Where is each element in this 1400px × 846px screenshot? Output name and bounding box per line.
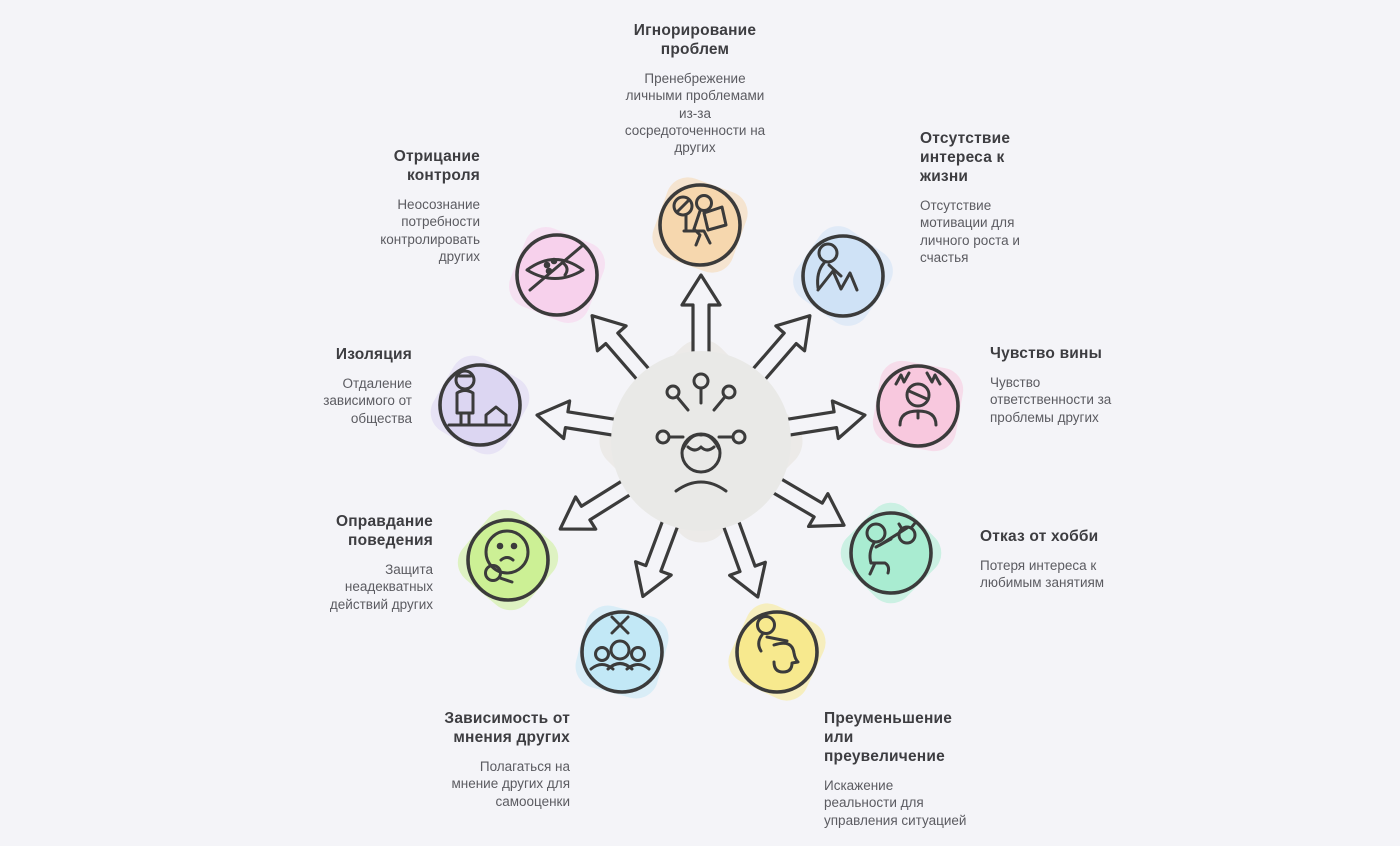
symptom-description: Искажение реальности для управления ситуацией bbox=[824, 777, 967, 828]
symptom-description: Защита неадекватных действий других bbox=[329, 561, 433, 612]
symptom-guilt bbox=[990, 345, 1140, 426]
symptom-justify-behavior bbox=[313, 513, 433, 613]
symptom-title: Оправдание поведения bbox=[335, 513, 433, 549]
person-reading-with-prohibition-icon bbox=[640, 165, 760, 285]
symptom-title: Игнорирование проблем bbox=[633, 22, 757, 58]
hidden-eye-icon bbox=[497, 215, 617, 335]
symptom-title: Чувство вины bbox=[990, 345, 1103, 362]
symptom-description: Потеря интереса к любимым занятиям bbox=[980, 557, 1105, 591]
symptom-minimize-exaggerate bbox=[824, 710, 969, 829]
symptom-description: Чувство ответственности за проблемы других bbox=[990, 374, 1112, 425]
symptom-ignore-problems bbox=[620, 22, 770, 157]
crowd-with-x-icon bbox=[562, 592, 682, 712]
symptom-description: Неосознание потребности контролировать других bbox=[380, 196, 480, 265]
person-over-head-profile-icon bbox=[717, 592, 837, 712]
symptom-title: Зависимость от мнения других bbox=[444, 710, 570, 746]
symptom-description: Пренебрежение личными проблемами из-за сосредоточенности на других bbox=[624, 70, 766, 156]
symptom-title: Отрицание контроля bbox=[393, 148, 480, 184]
symptom-isolation bbox=[292, 346, 412, 427]
thinking-face-icon bbox=[448, 500, 568, 620]
symptom-title: Изоляция bbox=[335, 346, 412, 363]
symptom-description: Полагаться на мнение других для самооценки bbox=[451, 758, 570, 809]
symptom-title: Отказ от хобби bbox=[980, 528, 1099, 545]
symptom-description: Отдаление зависимого от общества bbox=[323, 375, 412, 426]
symptom-title: Отсутствие интереса к жизни bbox=[920, 130, 1011, 185]
symptom-description: Отсутствие мотивации для личного роста и счастья bbox=[920, 197, 1020, 265]
slumped-sitting-person-icon bbox=[783, 216, 903, 336]
person-and-house-icon bbox=[420, 345, 540, 465]
stressed-person-icon bbox=[858, 346, 978, 466]
symptom-no-interest-in-life bbox=[920, 130, 1055, 266]
center-circle bbox=[611, 351, 791, 531]
symptom-hobby-refusal bbox=[980, 528, 1140, 592]
symptom-denial-of-control bbox=[340, 148, 480, 265]
person-with-bindle-icon bbox=[831, 493, 951, 613]
symptom-title: Преуменьшение или преувеличение bbox=[824, 710, 953, 765]
symptom-opinion-dependence bbox=[440, 710, 570, 810]
